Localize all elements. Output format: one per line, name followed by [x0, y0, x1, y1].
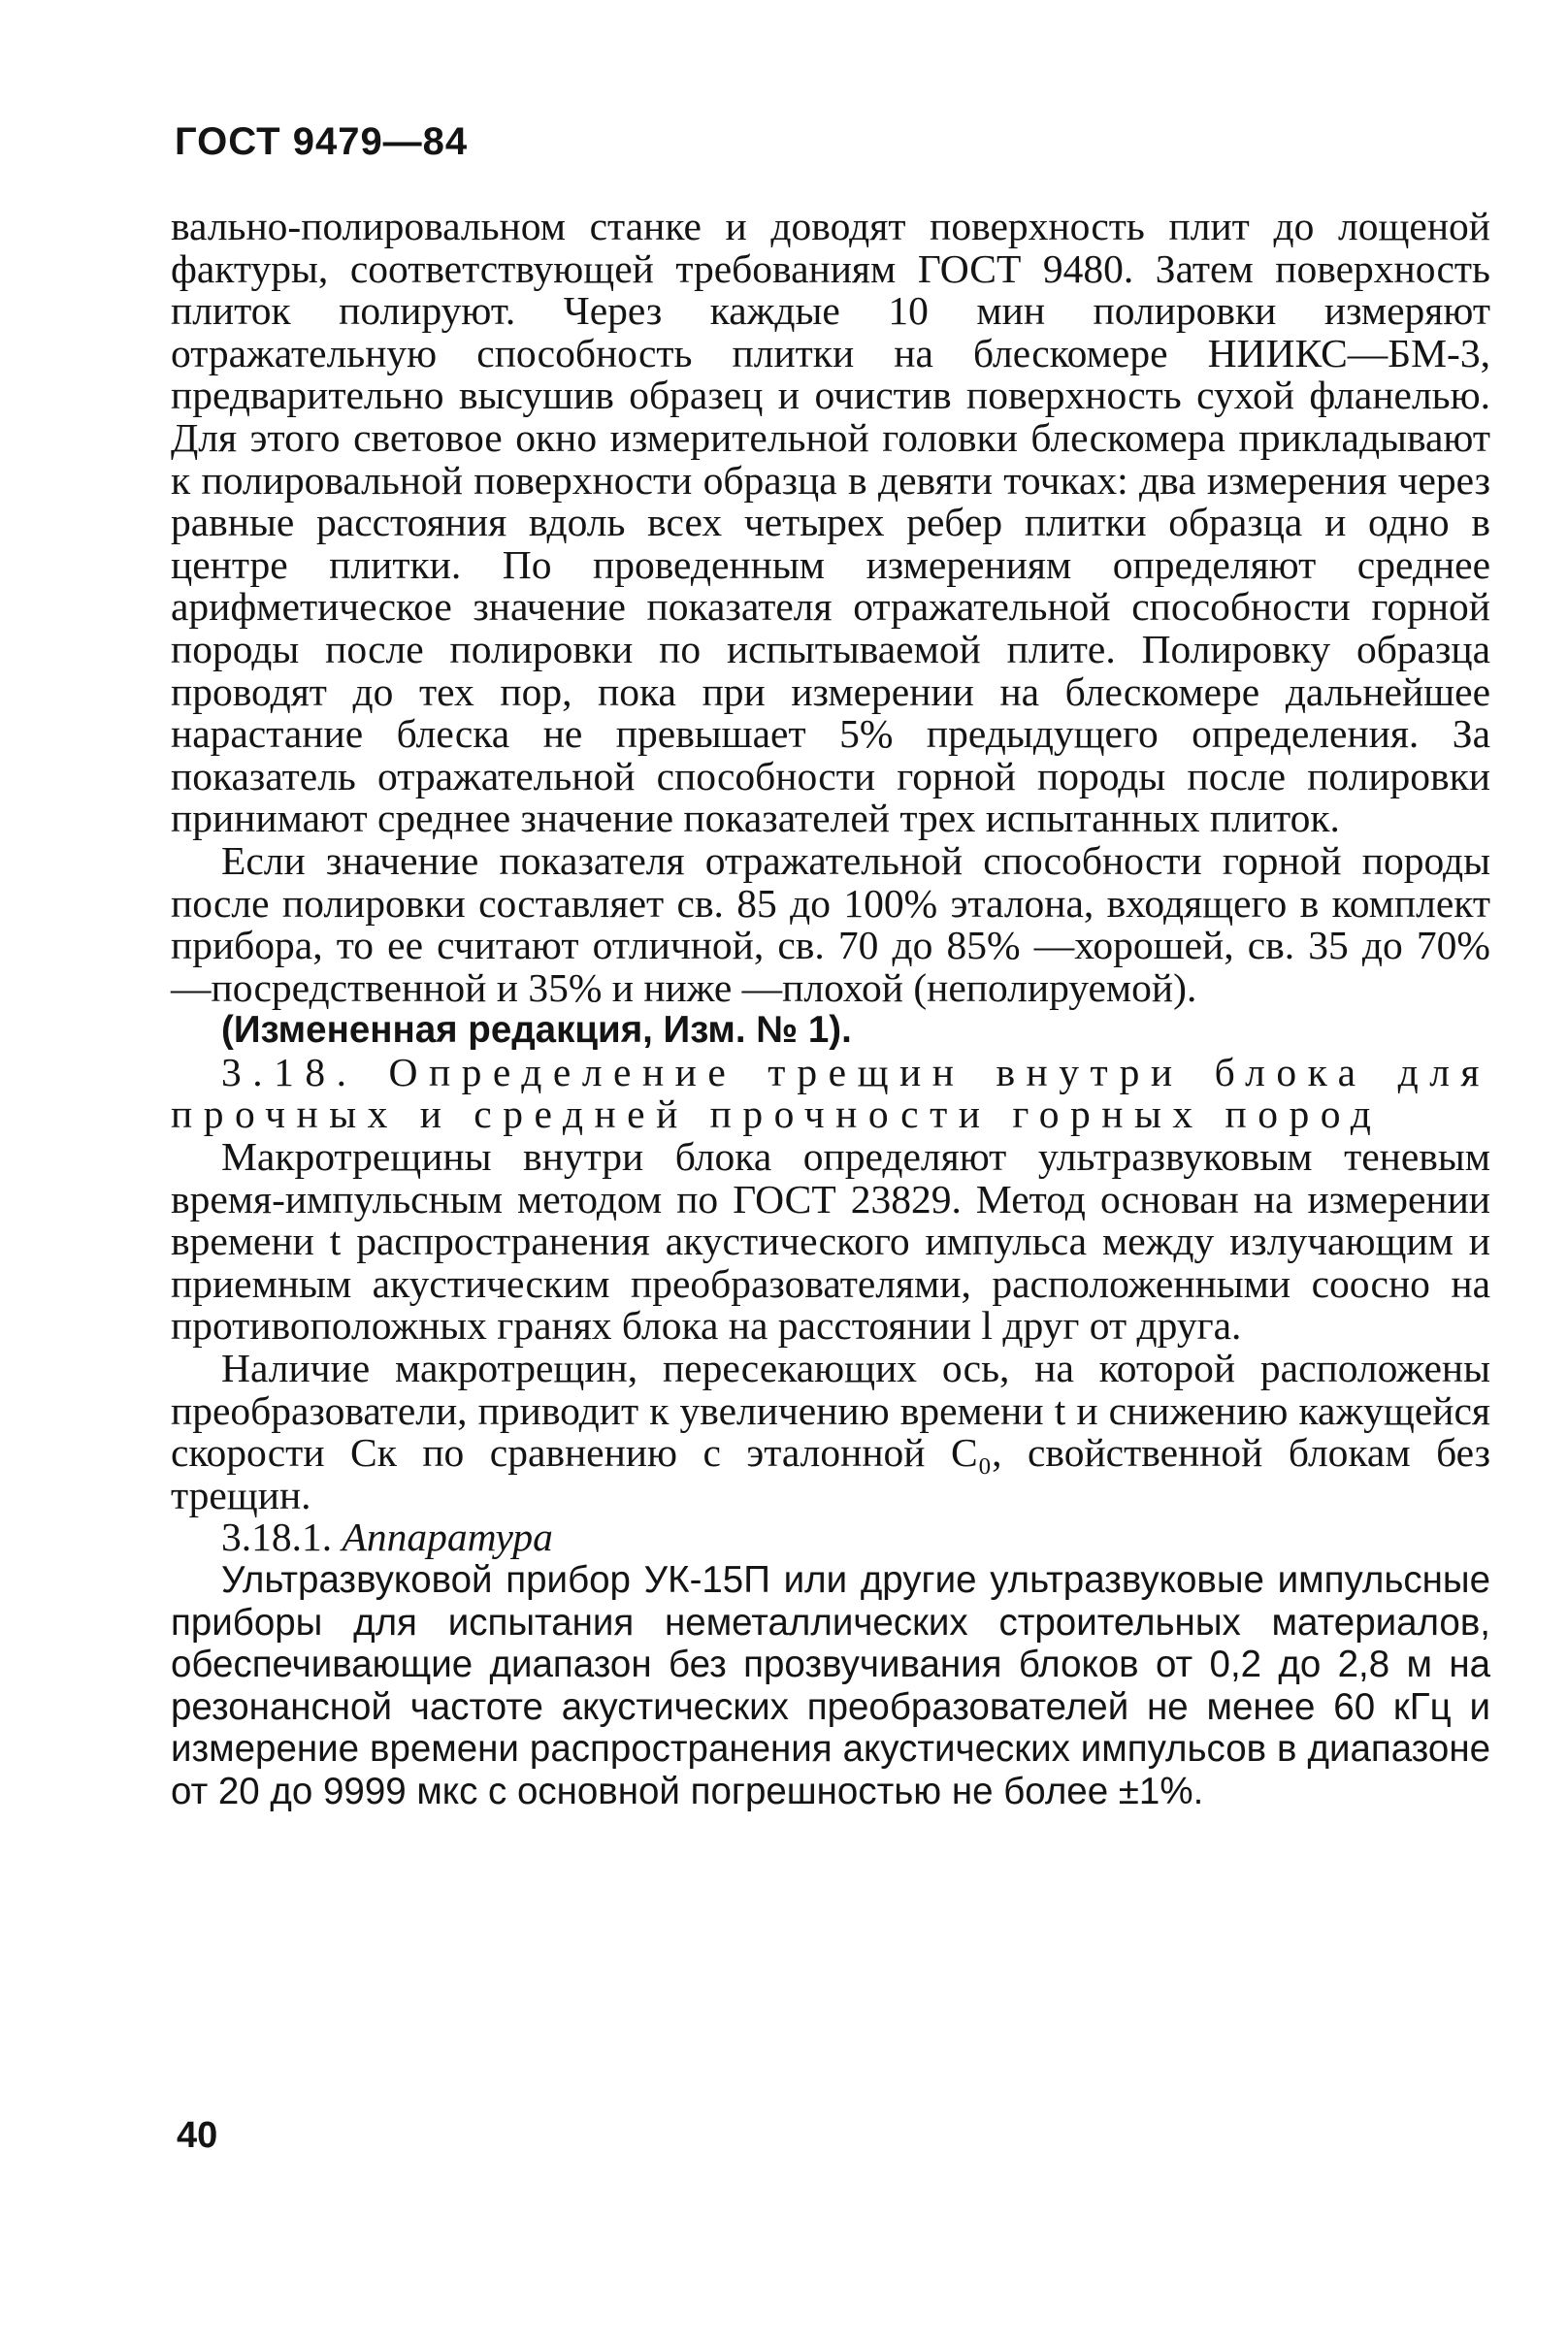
- section-heading-3-18: 3.18. Определение трещин внутри блока для прочных и средней прочности горных пород: [171, 1049, 1490, 1137]
- paragraph-reflectivity-grading: Если значение показателя отражательной способности горной породы после полировки составляет св. 85 до 100% эталона, входящего в комплект прибора, то ее считают отличной, св. 70 до 85% —хорошей, св. 35 до 70% —посредственной и 35% и ниже —плохой (неполируемой).: [171, 837, 1490, 1010]
- paragraph-equipment: Ультразвуковой прибор УК-15П или другие ультразвуковые импульсные приборы для испытания неметаллических строительных материалов, обеспечивающие диапазон без прозвучивания блоков от 0,2 до 2,8 м на резонансной частоте акустических преобразователей не менее 60 кГц и измерение времени распространения акустических импульсов в диапазоне от 20 до 9999 мкс с основной погрешностью не более ±1%.: [171, 1559, 1490, 1812]
- subsection-number: 3.18.1.: [221, 1515, 333, 1560]
- paragraph-macrocracks: Наличие макротрещин, пересекающих ось, на которой расположены преобразователи, приводит к увеличению времени t и снижению кажущейся скорости Cк по сравнению с эталонной C₀, свойственной блокам без трещин.: [171, 1346, 1490, 1517]
- page-number: 40: [177, 2115, 218, 2156]
- document-body: [171, 206, 1490, 1813]
- paragraph-polishing-procedure: вально-полировальном станке и доводят поверхность плит до лощеной фактуры, соответствующей требованиям ГОСТ 9480. Затем поверхность плиток полируют. Через каждые 10 мин полировки измеряют отражательную способность плитки на блескомере НИИКС—БМ-3, предварительно высушив образец и очистив поверхность сухой фланелью. Для этого световое окно измерительной головки блескомера прикладывают к полировальной поверхности образца в девяти точках: два измерения через равные расстояния вдоль всех четырех ребер плитки образца и одно в центре плитки. По проведенным измерениям определяют среднее арифметическое значение показателя отражательной способности горной породы после полировки по испытываемой плите. Полировку образца проводят до тех пор, пока при измерении на блескомере дальнейшее нарастание блеска не превышает 5% предыдущего определения. За показатель отражательной способности горной породы после полировки принимают среднее значение показателей трех испытанных плиток.: [171, 204, 1490, 841]
- amendment-note: (Измененная редакция, Изм. № 1).: [221, 1009, 852, 1052]
- subsection-heading-3-18-1: [171, 1516, 1490, 1559]
- paragraph-ultrasonic-method: Макротрещины внутри блока определяют ультразвуковым теневым время-импульсным методом по ГОСТ 23829. Метод основан на измерении времени t распространения акустического импульса между излучающим и приемным акустическим преобразователями, расположенными соосно на противоположных гранях блока на расстоянии l друг от друга.: [171, 1134, 1490, 1349]
- subsection-title: Аппаратура: [342, 1515, 553, 1560]
- document-header: ГОСТ 9479—84: [175, 120, 469, 163]
